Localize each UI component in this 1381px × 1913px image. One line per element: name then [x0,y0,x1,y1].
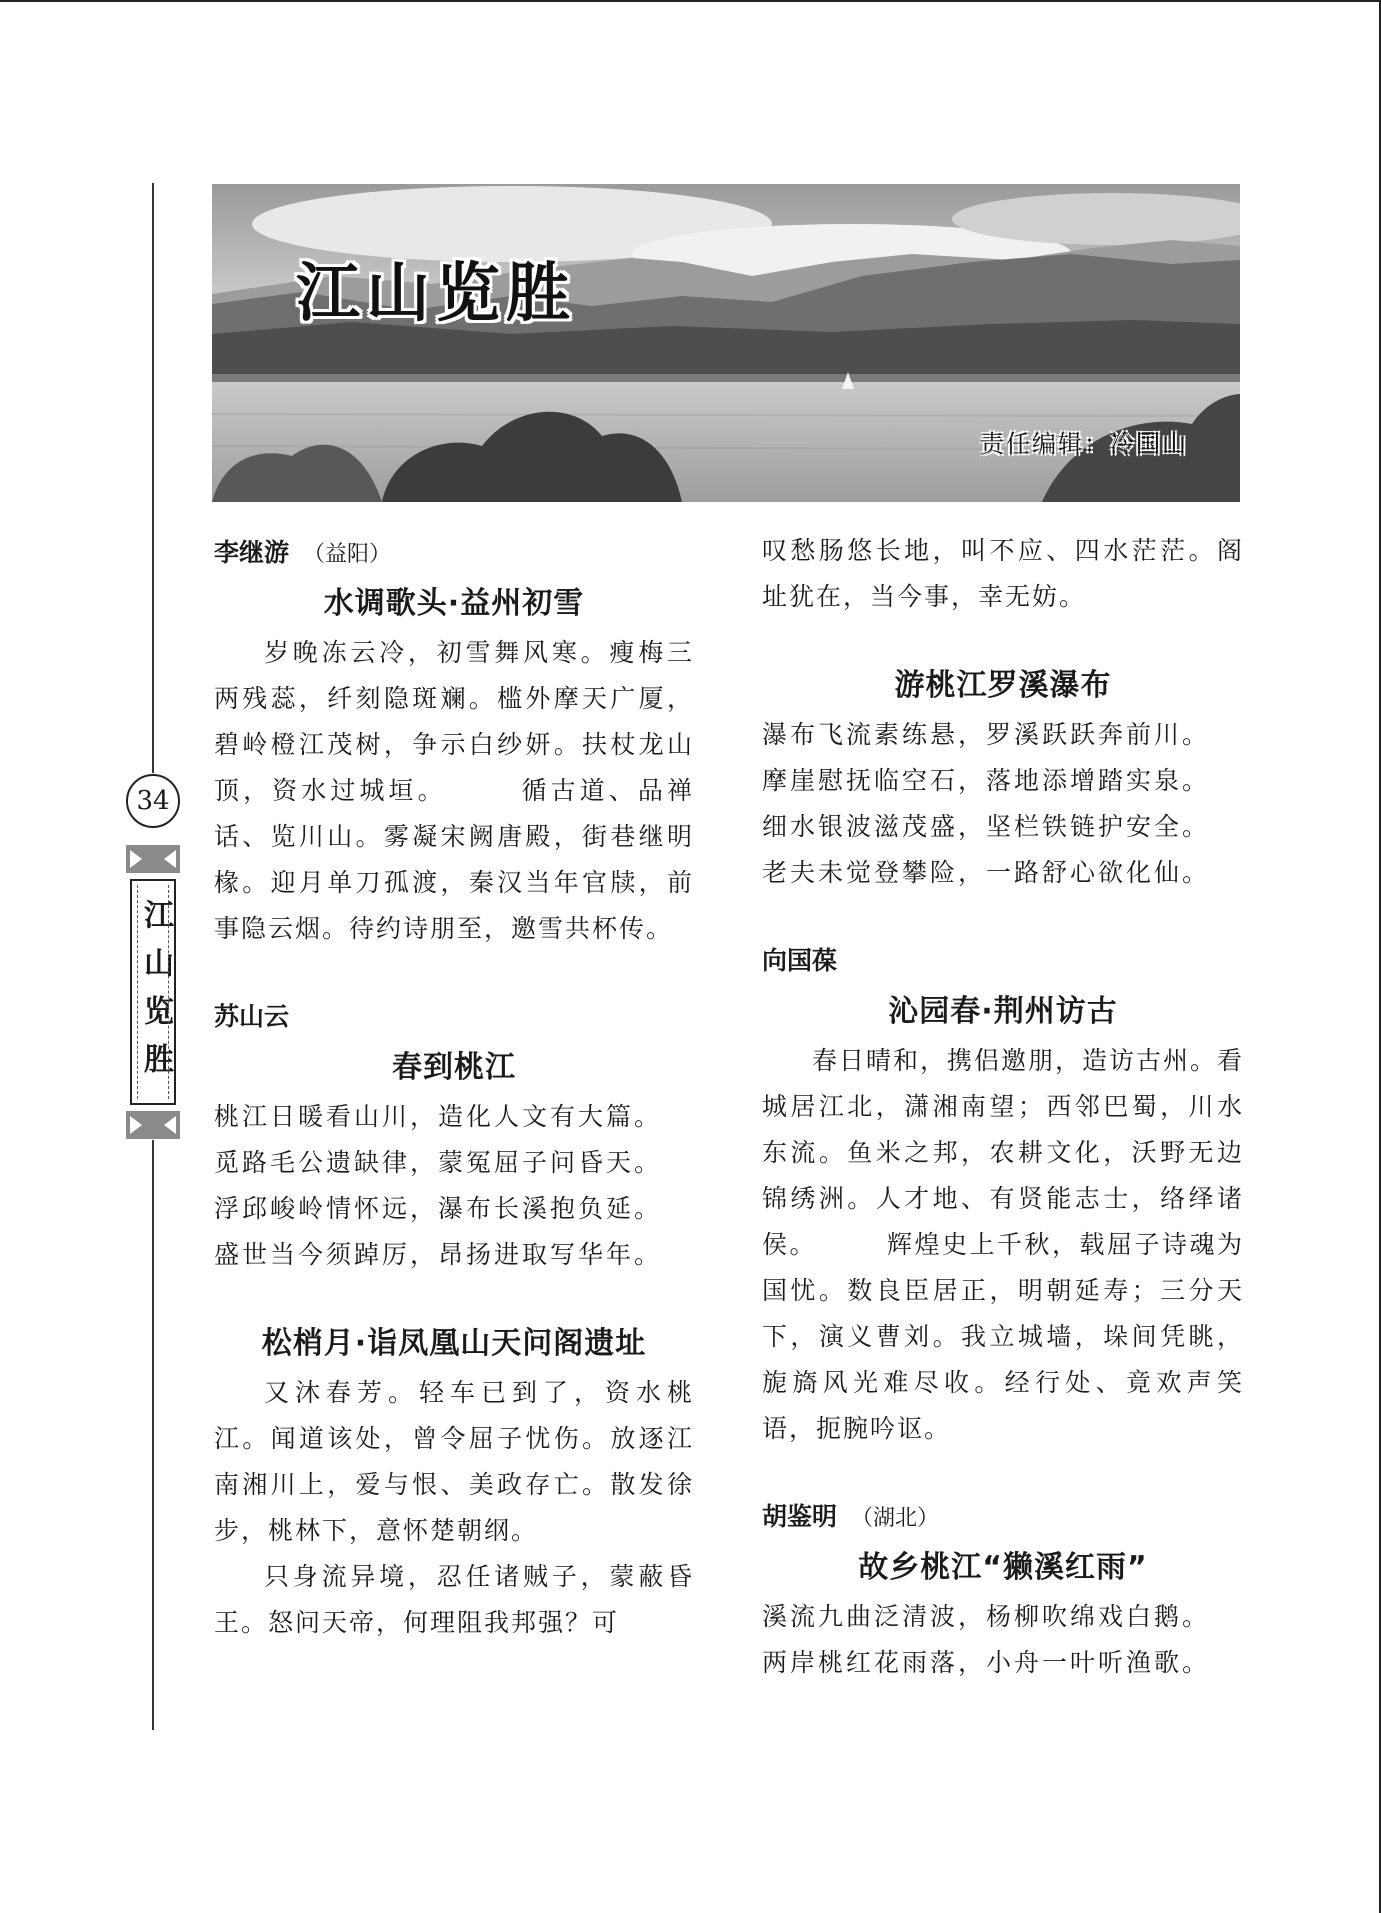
author-name: 向国葆 [762,946,838,975]
banner-editor-credit: 责任编辑：冷国山 [980,430,1188,458]
poem-line: 老夫未觉登攀险，一路舒心欲化仙。 [762,858,1211,887]
page-top-border [0,0,1381,2]
poem-title: 松梢月·诣凤凰山天问阁遗址 [261,1326,647,1361]
poem-line: 觅路毛公遗缺律，蒙冤屈子问昏天。 [214,1148,663,1177]
author-name: 李继游 [214,538,290,567]
poem-line: 瀑布飞流素练悬，罗溪跃跃奔前川。 [762,720,1211,749]
poem-line: 桃江日暖看山川，造化人文有大篇。 [214,1102,663,1131]
author-name: 胡鉴明 [762,1502,838,1531]
page-number: 34 [126,774,180,828]
poem-line: 两岸桃红花雨落，小舟一叶听渔歌。 [762,1648,1211,1677]
poem-continuation: 叹愁肠悠长地，叫不应、四水茫茫。阁址犹在，当今事，幸无妨。 [762,536,1244,611]
poem-author [762,936,1244,986]
poem-stanza: 春日晴和，携侣邀朋，造访古州。看城居江北，潇湘南望；西邻巴蜀，川水东流。鱼米之邦，农耕文化，沃野无边锦绣洲。人才地、有贤能志士，络绎诸侯。 [762,1046,1245,1259]
margin-rule-bottom [152,1140,154,1730]
poem-line: 摩崖慰抚临空石，落地添增踏实泉。 [762,766,1211,795]
author-name: 苏山云 [214,1002,290,1031]
margin-rule-top [152,183,154,773]
author-origin: （湖北） [851,1506,940,1531]
tab-band-top [126,845,180,873]
poem-author [214,528,694,578]
tab-band-bottom [126,1111,180,1139]
poem-title: 沁园春·荆州访古 [888,994,1118,1029]
poem-title: 春到桃江 [392,1050,516,1085]
right-column [762,528,1244,1686]
left-column [214,528,694,1646]
poem-paragraph: 只身流异境，忍任诸贼子，蒙蔽昏王。怒问天帝，何理阻我邦强？可 [214,1562,694,1637]
poem-stanza: 辉煌史上千秋，载屈子诗魂为国忧。数良臣居正，明朝延寿；三分天下，演义曹刘。我立城墙，垛间凭眺，旎旖风光难尽收。经行处、竟欢声笑语，扼腕吟讴。 [762,1230,1244,1443]
section-tab-label: 江山览胜 [138,899,173,1091]
poem-paragraph: 又沐春芳。轻车已到了，资水桃江。闻道该处，曾令屈子忧伤。放逐江南湘川上，爱与恨、美政存亡。散发徐步，桃林下，意怀楚朝纲。 [214,1378,694,1545]
section-tab [126,845,180,1139]
banner-title: 江山览胜 [296,256,576,331]
header-banner [212,184,1240,502]
poem-stanza: 循古道、品禅话、览川山。雾凝宋阙唐殿，街巷继明椽。迎月单刀孤渡，秦汉当年官牍，前事隐云烟。待约诗朋至，邀雪共杯传。 [214,776,694,943]
poem-title: 故乡桃江“獭溪红雨” [858,1550,1148,1585]
poem-line: 溪流九曲泛清波，杨柳吹绵戏白鹅。 [762,1602,1211,1631]
poem-line: 细水银波滋茂盛，坚栏铁链护安全。 [762,812,1211,841]
poem-stanza: 岁晚冻云冷，初雪舞风寒。瘦梅三两残蕊，纤刻隐斑斓。槛外摩天广厦，碧岭橙江茂树，争示白纱妍。扶杖龙山顶，资水过城垣。 [214,638,694,805]
poem-line: 盛世当今须踔厉，昂扬进取写华年。 [214,1240,663,1269]
poem-title: 水调歌头·益州初雪 [323,586,585,621]
poem-line: 浮邱峻岭情怀远，瀑布长溪抱负延。 [214,1194,663,1223]
poem-text [214,630,694,952]
poem-author [762,1492,1244,1542]
poem-text [762,1038,1244,1452]
author-origin: （益阳） [303,542,392,567]
poem-title: 游桃江罗溪瀑布 [894,668,1112,703]
poem-author [214,992,694,1042]
section-tab-box [130,879,176,1105]
